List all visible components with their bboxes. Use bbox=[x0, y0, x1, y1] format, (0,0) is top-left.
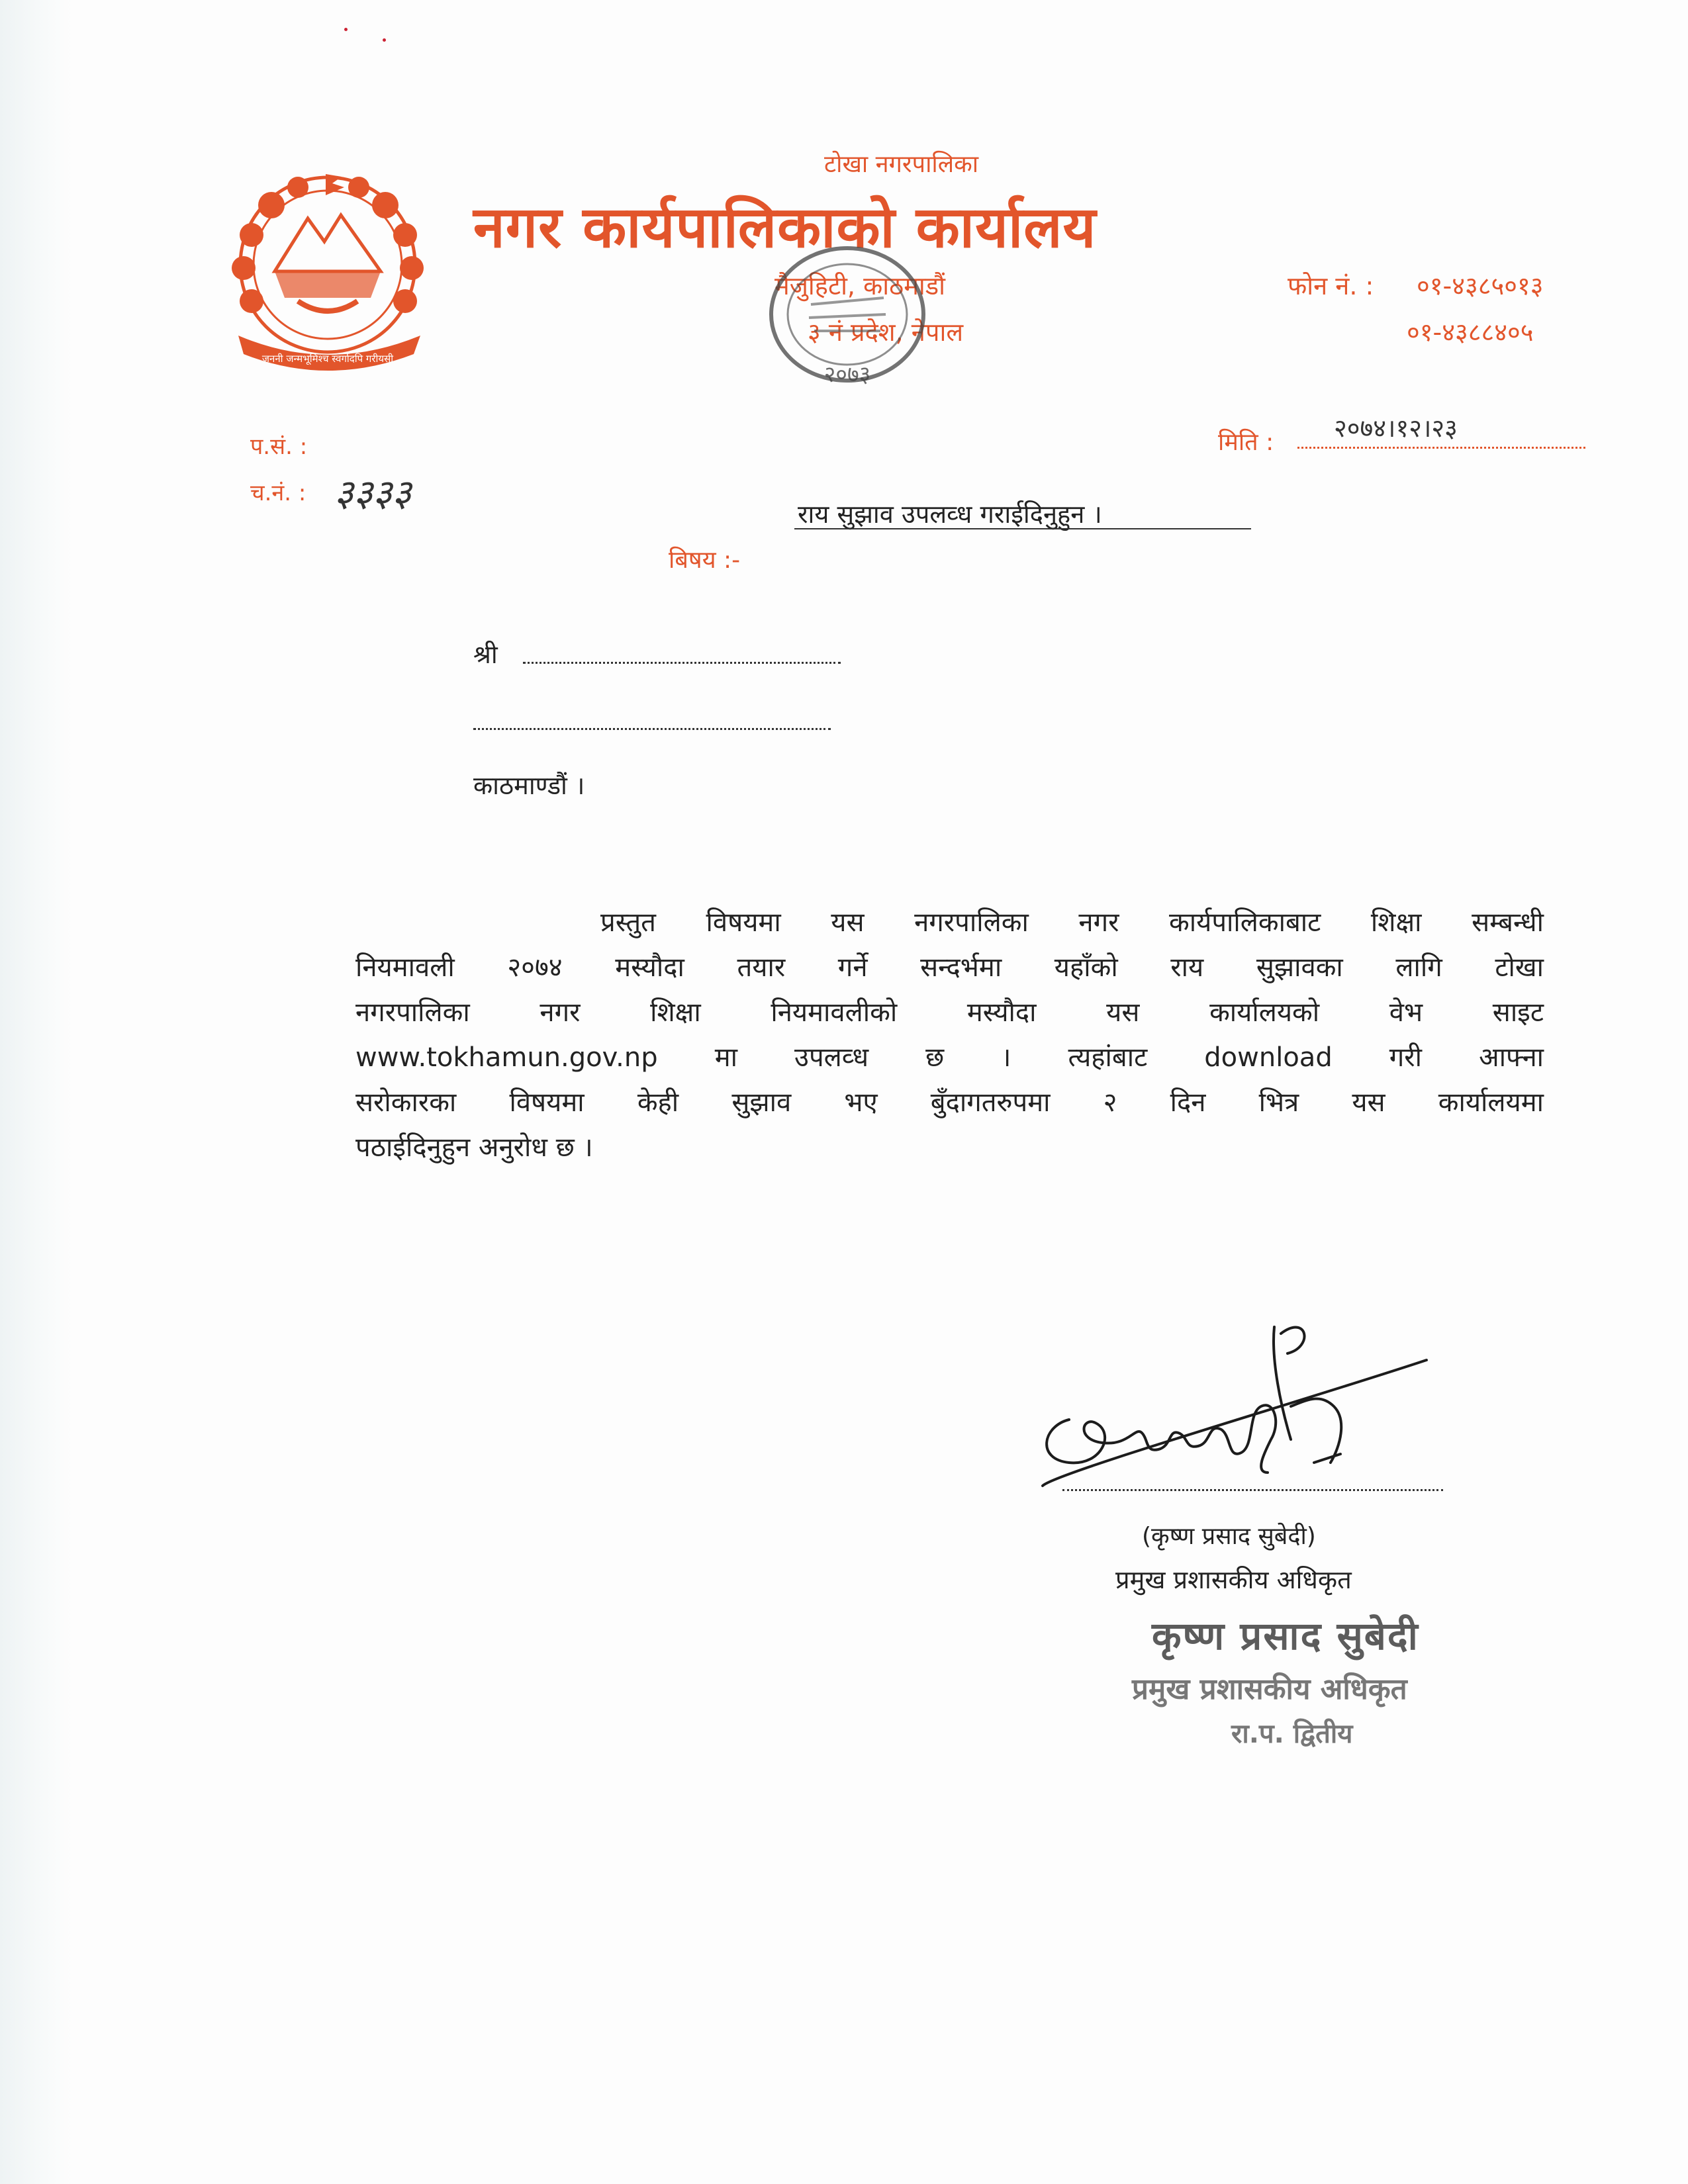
body-line: www.tokhamun.gov.np मा उपलव्ध छ । त्यहांबाट download गरी आफ्ना bbox=[355, 1042, 1544, 1073]
municipality-name: टोखा नगरपालिका bbox=[824, 151, 979, 178]
name-stamp-title: प्रमुख प्रशासकीय अधिकृत bbox=[1132, 1672, 1407, 1706]
recipient-name-line bbox=[523, 662, 841, 664]
recipient-address-line bbox=[473, 728, 831, 730]
name-stamp-name: कृष्ण प्रसाद सुबेदी bbox=[1152, 1614, 1419, 1659]
subject-underline bbox=[794, 528, 1251, 529]
ink-speck bbox=[383, 38, 386, 42]
body-line: नगरपालिका नगर शिक्षा नियमावलीको मस्यौदा यस कार्यालयको वेभ साइट bbox=[355, 997, 1544, 1028]
ps-number-label: प.सं. : bbox=[250, 433, 308, 460]
body-line: सरोकारका विषयमा केही सुझाव भए बुँदागतरुपमा २ दिन भित्र यस कार्यालयमा bbox=[355, 1087, 1544, 1118]
office-title: नगर कार्यपालिकाको कार्यालय bbox=[473, 195, 1097, 261]
signatory-name: (कृष्ण प्रसाद सुबेदी) bbox=[1142, 1523, 1316, 1550]
office-seal-stamp bbox=[748, 235, 947, 407]
emblem-motto: जननी जन्मभूमिश्च स्वर्गादपि गरीयसी bbox=[261, 353, 394, 365]
cn-number-value: ३३३३ bbox=[334, 472, 412, 515]
body-line: पठाईदिनुहुन अनुरोध छ । bbox=[355, 1132, 593, 1163]
date-label: मिति : bbox=[1218, 429, 1274, 456]
phone-number-2: ०१-४३८८४०५ bbox=[1407, 318, 1534, 347]
signatory-title: प्रमुख प्रशासकीय अधिकृत bbox=[1115, 1565, 1352, 1594]
cn-number-label: च.नं. : bbox=[250, 480, 306, 506]
phone-number-1: ०१-४३८५०१३ bbox=[1417, 271, 1544, 300]
nepal-emblem-icon bbox=[212, 156, 447, 377]
address-line-2: ३ नं प्रदेश, नेपाल bbox=[808, 318, 964, 347]
subject-label: बिषय :- bbox=[669, 547, 741, 574]
name-stamp-rank: रा.प. द्वितीय bbox=[1231, 1719, 1353, 1749]
address-line-1: मैजुहिटी, काठमाडौं bbox=[774, 271, 945, 300]
phone-label: फोन नं. : bbox=[1288, 271, 1374, 300]
subject-text: राय सुझाव उपलव्ध गराईदिनुहुन । bbox=[798, 500, 1102, 529]
ink-speck bbox=[344, 28, 348, 31]
handwritten-signature bbox=[1029, 1307, 1433, 1506]
signature-dotted-line bbox=[1062, 1489, 1443, 1491]
recipient-prefix: श्री bbox=[473, 640, 498, 669]
body-line: प्रस्तुत विषयमा यस नगरपालिका नगर कार्यपालिकाबाट शिक्षा सम्बन्धी bbox=[600, 907, 1544, 938]
body-line: नियमावली २०७४ मस्यौदा तयार गर्ने सन्दर्भमा यहाँको राय सुझावका लागि टोखा bbox=[355, 952, 1544, 983]
seal-year: २०७३ bbox=[823, 361, 871, 388]
scan-edge-shadow bbox=[0, 0, 73, 2184]
date-value: २०७४।१२।२३ bbox=[1334, 414, 1458, 443]
recipient-city: काठमाण्डौं । bbox=[473, 771, 585, 800]
letter-body bbox=[355, 900, 1544, 1170]
